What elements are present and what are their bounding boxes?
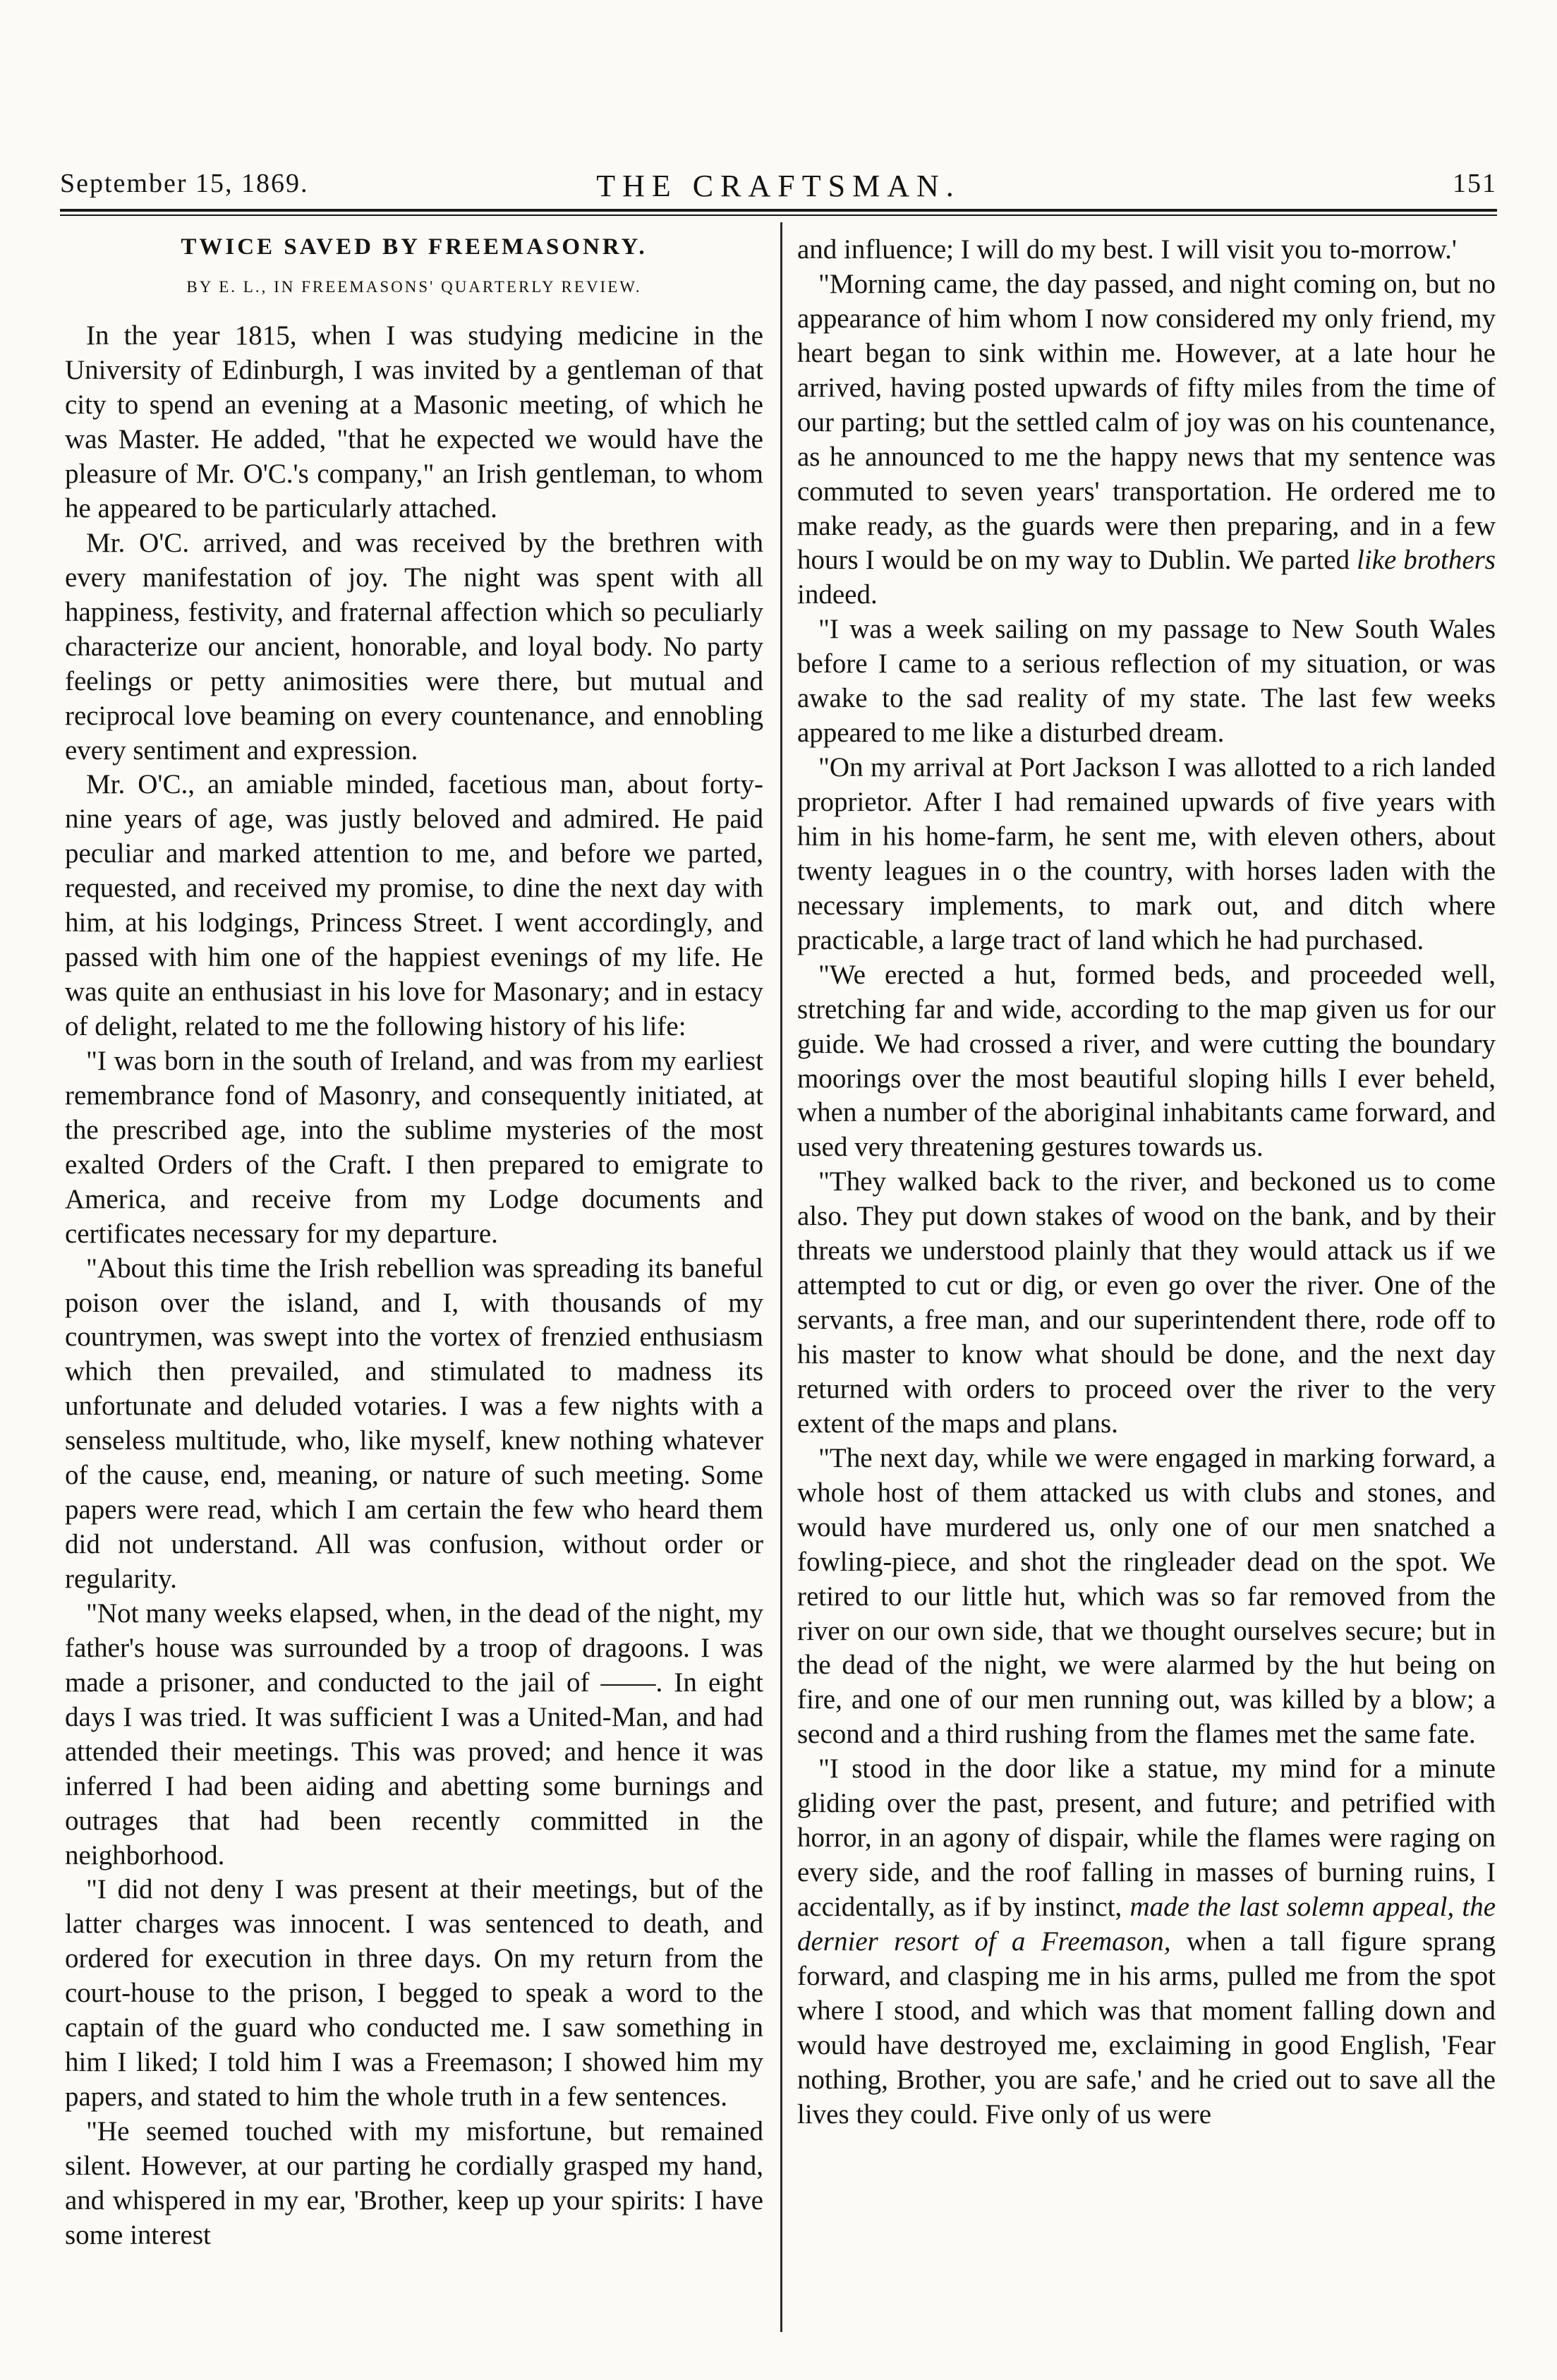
column-divider [780,222,782,2332]
paragraph: "He seemed touched with my misfortune, but remained silent. However, at our parting he cordially grasped my hand, and whispered in my ear, 'Brother, keep up your spirits: I have some interest [65,2116,763,2250]
running-header [60,168,1497,210]
article-byline: BY E. L., IN FREEMASONS' QUARTERLY REVIEW. [186,278,642,296]
paragraph: "We erected a hut, formed beds, and proceeded well, stretching far and wide, according to the map given us for our guide. We had crossed a river, and were cutting the boundary moorings over the most beautiful sloping hills I ever beheld, when a number of the aboriginal inhabitants came forward, and used very threatening gestures towards us. [797,959,1496,1163]
right-column [797,233,1496,2132]
paragraph: "I did not deny I was present at their meetings, but of the latter charges was innocent. I was sentenced to death, and ordered for execution in three days. On my return from the court-house to the prison, I begged to speak a word to the captain of the guard who conducted me. I saw something in him I liked; I told him I was a Freemason; I showed him my papers, and stated to him the whole truth in a few sentences. [65,1874,763,2113]
paragraph: "I was born in the south of Ireland, and was from my earliest remembrance fond of Masonry, and consequently initiated, at the prescribed age, into the sublime mysteries of the most exalted Orders of the Craft. I then prepared to emigrate to America, and receive from my Lodge documents and certificates necessary for my departure. [65,1045,763,1249]
paragraph: "The next day, while we were engaged in marking forward, a whole host of them attacked us with clubs and stones, and would have murdered us, only one of our men snatched a fowling-piece, and shot the ringleader dead on the spot. We retired to our little hut, which was so far removed from the river on our own side, that we thought ourselves secure; but in the dead of the night, we were alarmed by the hut being on fire, and one of our men running out, was killed by a blow; a second and a third rushing from the flames met the same fate. [797,1442,1496,1750]
italic-phrase: made the last solemn appeal, the dernier resort of a Freemason, [797,1892,1496,1957]
paragraph: "Not many weeks elapsed, when, in the dead of the night, my father's house was surrounded by a troop of dragoons. I was made a prisoner, and conducted to the jail of ——. In eight days I was tried. It was sufficient I was a United-Man, and had attended their meetings. This was proved; and hence it was inferred I had been aiding and abetting some burnings and outrages that had been recently committed in the neighborhood. [65,1597,763,1871]
header-rule-thick [60,209,1497,212]
paragraph-text: when a tall figure sprang forward, and clasping me in his arms, pulled me from the spot where I stood, and which was that moment falling down and would have destroyed me, exclaiming in good English, 'Fear nothing, Brother, you are safe,' and he cried out to save all the lives they could. Five only of us were [797,1926,1496,2130]
paragraph: "On my arrival at Port Jackson I was allotted to a rich landed proprietor. After I had remained upwards of five years with him in his home-farm, he sent me, with eleven others, about twenty leagues in o the country, with horses laden with the necessary implements, to mark out, and ditch where practicable, a large tract of land which he had purchased. [797,752,1496,955]
italic-phrase: like brothers [1357,545,1496,576]
paragraph: In the year 1815, when I was studying medicine in the University of Edinburgh, I was invited by a gentleman of that city to spend an evening at a Masonic meeting, of which he was Master. He added, "that he expected we would have the pleasure of Mr. O'C.'s company," an Irish gentleman, to whom he appeared to be particularly attached. [65,320,763,524]
paragraph: Mr. O'C. arrived, and was received by the brethren with every manifestation of joy. The night was spent with all happiness, festivity, and fraternal affection which so peculiarly characterize our ancient, honorable, and loyal body. No party feelings or petty animosities were there, but mutual and reciprocal love beaming on every countenance, and ennobling every sentiment and expression. [65,527,763,766]
paragraph-text: "I stood in the door like a statue, my mind for a minute gliding over the past, present, and future; and petrified with horror, in an agony of dispair, while the flames were raging on every side, and the roof falling in masses of burning ruins, I accidentally, as if by instinct, [797,1753,1496,1922]
paragraph: "I was a week sailing on my passage to New South Wales before I came to a serious reflection of my situation, or was awake to the sad reality of my state. The last few weeks appeared to me like a disturbed dream. [797,614,1496,749]
continued-paragraph: and influence; I will do my best. I will visit you to-morrow.' [797,234,1457,265]
header-rule-thin [60,215,1497,216]
page-number: 151 [1453,169,1497,198]
paragraph [797,1752,1496,2132]
paragraph-text: "Morning came, the day passed, and night coming on, but no appearance of him whom I now considered my only friend, my heart began to sink within me. However, at a late hour he arrived, having posted upwards of fifty miles from the time of our parting; but the settled calm of joy was on his countenance, as he announced to me the happy news that my sentence was commuted to seven years' transportation. He ordered me to make ready, as the guards were then preparing, and in a few hours I would be on my way to Dublin. We parted [797,268,1496,576]
paragraph [797,267,1496,612]
left-column [65,233,763,2253]
paragraph-text: indeed. [797,579,878,610]
publication-title: THE CRAFTSMAN. [596,169,961,203]
article-title: TWICE SAVED BY FREEMASONRY. [181,234,648,260]
issue-date: September 15, 1869. [60,169,309,198]
paragraph: Mr. O'C., an amiable minded, facetious man, about forty-nine years of age, was justly beloved and admired. He paid peculiar and marked attention to me, and before we parted, requested, and received my promise, to dine the next day with him, at his lodgings, Princess Street. I went accordingly, and passed with him one of the happiest evenings of my life. He was quite an enthusiast in his love for Masonary; and in estacy of delight, related to me the following history of his life: [65,769,763,1042]
paragraph: "They walked back to the river, and beckoned us to come also. They put down stakes of wood on the bank, and by their threats we understood plainly that they would attack us if we attempted to cut or dig, or even go over the river. One of the servants, a free man, and our superintendent there, rode off to his master to know what should be done, and the next day returned with orders to proceed over the river to the very extent of the maps and plans. [797,1166,1496,1439]
paragraph: "About this time the Irish rebellion was spreading its baneful poison over the island, and I, with thousands of my countrymen, was swept into the vortex of frenzied enthusiasm which then prevailed, and stimulated to madness its unfortunate and deluded votaries. I was a few nights with a senseless multitude, who, like myself, knew nothing whatever of the cause, end, meaning, or nature of such meeting. Some papers were read, which I am certain the few who heard them did not understand. All was confusion, without order or regularity. [65,1252,763,1595]
